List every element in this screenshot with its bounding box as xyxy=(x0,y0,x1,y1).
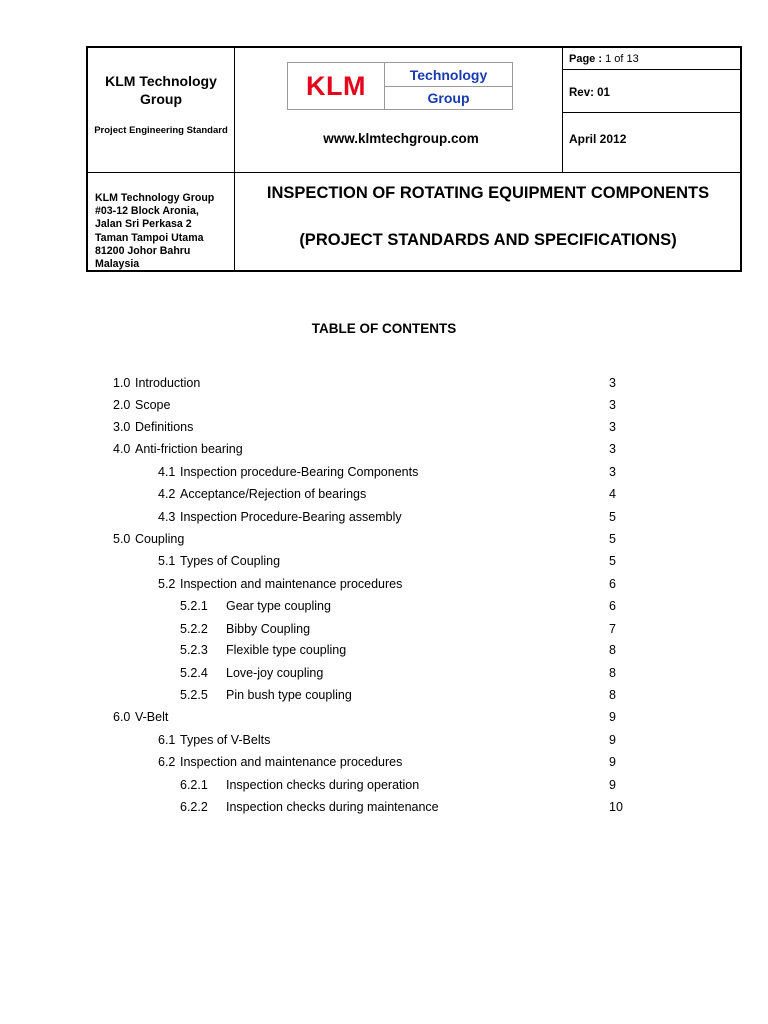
logo-group-text: Group xyxy=(427,90,470,106)
toc-entry-title: Bibby Coupling xyxy=(226,622,311,636)
toc-entry-title: Inspection and maintenance procedures xyxy=(180,577,403,591)
address-line: Jalan Sri Perkasa 2 xyxy=(95,218,192,231)
issue-date: April 2012 xyxy=(569,132,627,146)
page-number xyxy=(569,53,639,65)
toc-entry-page: 3 xyxy=(609,420,616,434)
toc-entry-number: 5.2.2 xyxy=(180,622,208,636)
address-line: KLM Technology Group xyxy=(95,192,215,204)
toc-entry-page: 8 xyxy=(609,666,616,680)
logo-technology-text: Technology xyxy=(409,66,488,83)
toc-entry-number: 3.0 xyxy=(113,420,131,434)
toc-entry-number: 4.3 xyxy=(158,510,176,524)
toc-entry-title: Types of V-Belts xyxy=(180,733,271,747)
toc-entry-title: Scope xyxy=(135,398,171,412)
toc-entry-title: V-Belt xyxy=(135,710,169,724)
toc-entry-title: Inspection checks during operation xyxy=(226,778,420,792)
toc-entry-page: 5 xyxy=(609,554,616,568)
toc-entry-title: Acceptance/Rejection of bearings xyxy=(180,487,367,501)
toc-entry-number: 6.1 xyxy=(158,733,176,747)
toc-entry-page: 8 xyxy=(609,643,616,657)
header-divider-row1 xyxy=(562,69,740,70)
toc-entry-number: 6.0 xyxy=(113,710,131,724)
toc-entry-title: Definitions xyxy=(135,420,194,434)
toc-entry-number: 4.2 xyxy=(158,487,176,501)
page-value: 1 of 13 xyxy=(605,53,639,65)
klm-logo xyxy=(287,62,513,110)
toc-entry-page: 9 xyxy=(609,778,616,792)
toc-entry-number: 5.2 xyxy=(158,577,176,591)
toc-entry-title: Coupling xyxy=(135,532,185,546)
toc-entry-page: 7 xyxy=(609,622,616,636)
toc-entry-number: 5.1 xyxy=(158,554,176,568)
toc-entry-page: 6 xyxy=(609,577,616,591)
company-name: KLM Technology Group xyxy=(105,73,217,107)
logo-klm-text: KLM xyxy=(306,70,366,101)
address-line: 81200 Johor Bahru xyxy=(95,244,191,257)
address-line: Taman Tampoi Utama xyxy=(95,231,204,244)
toc-entry-page: 8 xyxy=(609,688,616,702)
toc-entry-number: 6.2.2 xyxy=(180,800,208,814)
header-divider-right xyxy=(562,48,563,172)
website-url: www.klmtechgroup.com xyxy=(323,131,479,146)
toc-entry-page: 5 xyxy=(609,510,616,524)
toc-entry-title: Inspection Procedure-Bearing assembly xyxy=(180,510,402,524)
toc-entry-number: 1.0 xyxy=(113,376,131,390)
toc-entry-page: 9 xyxy=(609,755,616,769)
document-header-table xyxy=(86,46,742,272)
toc-entry-title: Inspection checks during maintenance xyxy=(226,800,439,814)
document-title: INSPECTION OF ROTATING EQUIPMENT COMPONENTS xyxy=(266,184,710,202)
toc-entry-page: 9 xyxy=(609,710,616,724)
toc-entry-number: 5.2.1 xyxy=(180,599,208,613)
toc-entry-page: 3 xyxy=(609,376,616,390)
toc-entry-title: Pin bush type coupling xyxy=(226,688,352,702)
toc-entry-title: Introduction xyxy=(135,376,201,390)
toc-entry-title: Gear type coupling xyxy=(226,599,331,613)
document-subtitle: (PROJECT STANDARDS AND SPECIFICATIONS) xyxy=(299,231,677,249)
toc-entry-page: 3 xyxy=(609,398,616,412)
toc-entry-number: 5.2.4 xyxy=(180,666,208,680)
toc-entry-number: 5.2.3 xyxy=(180,643,208,657)
address-line: Malaysia xyxy=(95,258,140,271)
toc-entry-page: 6 xyxy=(609,599,616,613)
toc-heading: TABLE OF CONTENTS xyxy=(311,321,457,336)
toc-entry-number: 5.2.5 xyxy=(180,688,208,702)
toc-entry-page: 9 xyxy=(609,733,616,747)
toc-entry-title: Inspection and maintenance procedures xyxy=(180,755,403,769)
revision: Rev: 01 xyxy=(569,87,610,99)
toc-entry-title: Anti-friction bearing xyxy=(135,442,243,456)
toc-entry-page: 5 xyxy=(609,532,616,546)
header-divider-main xyxy=(88,172,740,173)
toc-entry-number: 5.0 xyxy=(113,532,131,546)
toc-entry-number: 4.0 xyxy=(113,442,131,456)
toc-entry-page: 3 xyxy=(609,465,616,479)
toc-entry-page: 4 xyxy=(609,487,616,501)
toc-entry-title: Love-joy coupling xyxy=(226,666,324,680)
toc-entry-title: Flexible type coupling xyxy=(226,643,347,657)
toc-entry-title: Inspection procedure-Bearing Components xyxy=(180,465,419,479)
company-address xyxy=(95,192,235,271)
toc-entry-number: 6.2.1 xyxy=(180,778,208,792)
header-divider-row2 xyxy=(562,112,740,113)
toc-entry-title: Types of Coupling xyxy=(180,554,281,568)
toc-entry-number: 6.2 xyxy=(158,755,176,769)
toc-entry-number: 4.1 xyxy=(158,465,176,479)
standard-label: Project Engineering Standard xyxy=(94,125,228,136)
toc-entry-page: 10 xyxy=(609,800,623,814)
toc-entry-number: 2.0 xyxy=(113,398,131,412)
toc-entry-page: 3 xyxy=(609,442,616,456)
page-label: Page : xyxy=(569,53,603,65)
address-line: #03-12 Block Aronia, xyxy=(95,205,199,218)
